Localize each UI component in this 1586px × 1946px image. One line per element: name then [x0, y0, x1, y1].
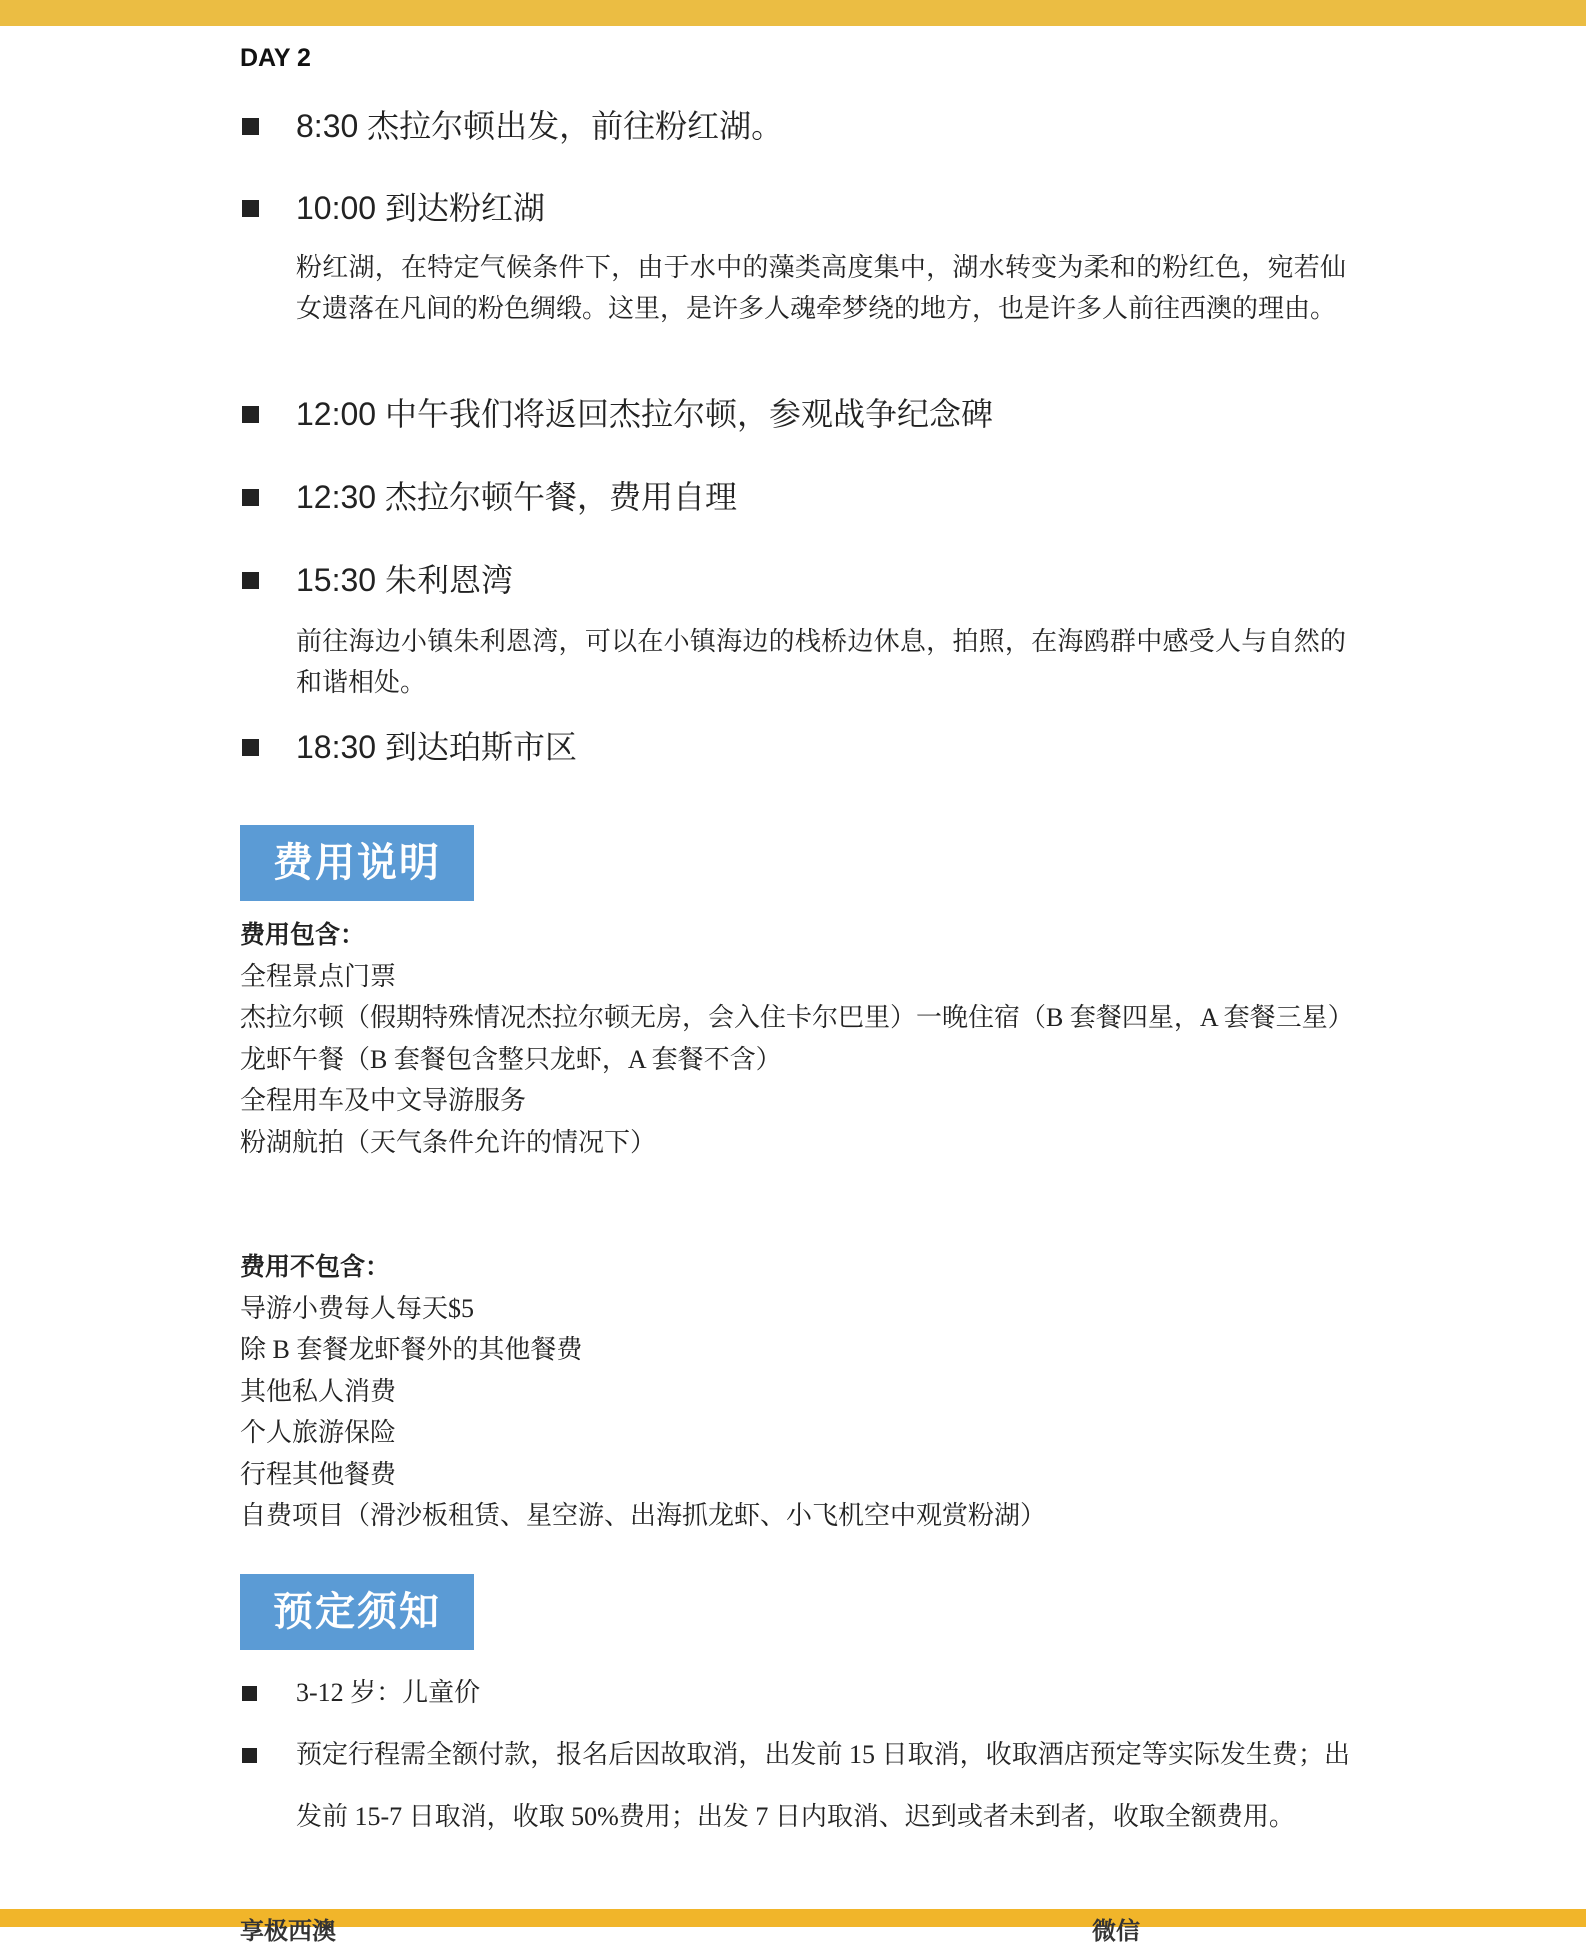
- itinerary-time-text: 12:30 杰拉尔顿午餐，费用自理: [296, 479, 737, 515]
- day-label: DAY 2: [240, 44, 311, 72]
- itinerary-time-text: 18:30 到达珀斯市区: [296, 729, 577, 765]
- footer-brand: 享极西澳: [240, 1918, 336, 1945]
- fees-excluded-item: 导游小费每人每天$5: [240, 1293, 475, 1323]
- itinerary-description: 粉红湖，在特定气候条件下，由于水中的藻类高度集中，湖水转变为柔和的粉红色，宛若仙女遗落在凡间的粉色绸缎。这里，是许多人魂牵梦绕的地方，也是许多人前往西澳的理由。: [296, 253, 1346, 323]
- fees-included-item: 全程景点门票: [240, 961, 397, 991]
- itinerary-time-text: 12:00 中午我们将返回杰拉尔顿，参观战争纪念碑: [296, 396, 993, 432]
- fees-excluded: [240, 1246, 1350, 1537]
- fees-excluded-item: 其他私人消费: [240, 1376, 397, 1406]
- fees-excluded-item: 除 B 套餐龙虾餐外的其他餐费: [240, 1335, 583, 1364]
- bullet-square-icon: [242, 572, 259, 589]
- section-title-fees: 费用说明: [240, 825, 474, 901]
- bullet-square-icon: [242, 1686, 257, 1701]
- bullet-square-icon: [242, 489, 259, 506]
- itinerary-time-text: 10:00 到达粉红湖: [296, 190, 545, 226]
- bullet-square-icon: [242, 406, 259, 423]
- bullet-square-icon: [242, 1748, 257, 1763]
- booking-item-text: 预定行程需全额付款，报名后因故取消，出发前 15 日取消，收取酒店预定等实际发生费；出发前 15-7 日取消，收取 50%费用；出发 7 日内取消、迟到或者未到者，收取全额费用。: [296, 1740, 1350, 1831]
- top-color-band: [0, 0, 1586, 26]
- itinerary-time-text: 15:30 朱利恩湾: [296, 562, 513, 598]
- bullet-square-icon: [242, 739, 259, 756]
- bottom-color-band: [0, 1909, 1586, 1945]
- fees-included-label: 费用包含：: [240, 920, 366, 949]
- fees-included-item: 杰拉尔顿（假期特殊情况杰拉尔顿无房，会入住卡尔巴里）一晚住宿（B 套餐四星，A 套餐三星）: [240, 1003, 1354, 1032]
- bullet-square-icon: [242, 118, 259, 135]
- fees-excluded-item: 自费项目（滑沙板租赁、星空游、出海抓龙虾、小飞机空中观赏粉湖）: [240, 1501, 1047, 1530]
- itinerary-time-text: 8:30 杰拉尔顿出发，前往粉红湖。: [296, 108, 784, 144]
- footer-wechat: 微信: [1092, 1918, 1140, 1945]
- section-title-booking: 预定须知: [240, 1574, 474, 1650]
- itinerary-description: 前往海边小镇朱利恩湾，可以在小镇海边的栈桥边休息，拍照，在海鸥群中感受人与自然的和谐相处。: [296, 627, 1346, 697]
- fees-excluded-label: 费用不包含：: [240, 1252, 391, 1281]
- fees-excluded-item: 行程其他餐费: [240, 1459, 397, 1489]
- fees-included-item: 全程用车及中文导游服务: [240, 1086, 527, 1115]
- fees-included-item: 龙虾午餐（B 套餐包含整只龙虾，A 套餐不含）: [240, 1044, 782, 1074]
- fees-included-item: 粉湖航拍（天气条件允许的情况下）: [240, 1127, 657, 1157]
- booking-item-text: 3-12 岁：儿童价: [296, 1678, 481, 1707]
- fees-excluded-item: 个人旅游保险: [240, 1418, 397, 1447]
- bullet-square-icon: [242, 200, 259, 217]
- fees-included: [240, 914, 1354, 1163]
